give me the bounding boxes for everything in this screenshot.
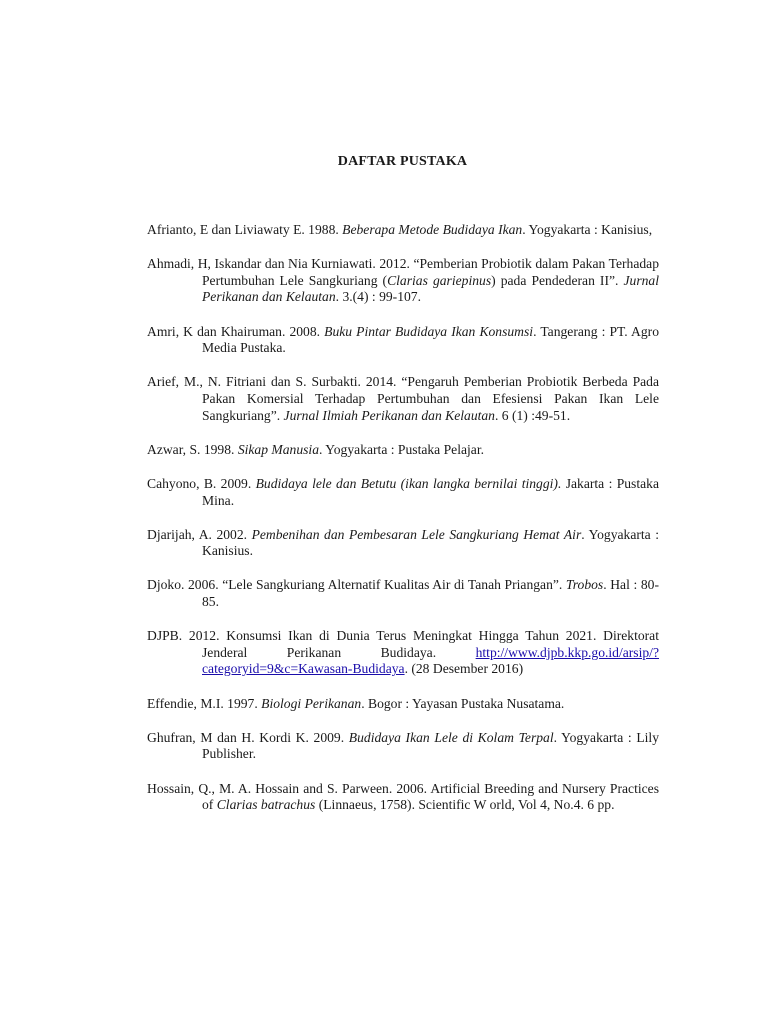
reference-entry xyxy=(147,222,659,239)
reference-entry xyxy=(147,577,659,610)
ref-title: Biologi Perikanan xyxy=(261,695,362,711)
ref-text: . (28 Desember 2016) xyxy=(404,661,524,677)
reference-entry xyxy=(147,256,659,306)
ref-text: . Yogyakarta : Pustaka Pelajar. xyxy=(319,441,485,457)
ref-text: Jakarta : Pustaka Mina. xyxy=(202,475,659,508)
ref-text: Djarijah, A. 2002. xyxy=(147,526,252,542)
ref-text: Cahyono, B. 2009. xyxy=(147,475,256,491)
reference-entry xyxy=(147,324,659,357)
ref-text: Ahmadi, H, Iskandar dan Nia Kurniawati. 2012. “Pemberian Probiotik dalam Pakan Terhadap Pertumbuhan Lele Sangkuriang ( xyxy=(147,256,659,288)
reference-entry xyxy=(147,476,659,509)
ref-title: Pembenihan dan Pembesaran Lele Sangkuriang Hemat Air xyxy=(251,526,582,542)
ref-text: Afrianto, E dan Liviawaty E. 1988. xyxy=(147,222,343,237)
reference-list xyxy=(147,222,659,831)
reference-entry xyxy=(147,527,659,560)
ref-text: Arief, M., N. Fitriani dan S. Surbakti. 2014. “Pengaruh Pemberian Probiotik Berbeda Pada Pakan Komersial Terhadap Pertumbuhan dan Efesiensi Pakan Ikan Lele Sangkuriang”. xyxy=(147,374,659,423)
ref-text: . Tangerang : PT. Agro Media Pustaka. xyxy=(202,323,659,356)
ref-title: Sikap Manusia xyxy=(237,441,320,457)
ref-text: Effendie, M.I. 1997. xyxy=(147,695,262,711)
ref-species: Clarias gariepinus xyxy=(387,272,492,288)
reference-entry xyxy=(147,374,659,424)
reference-entry xyxy=(147,442,659,459)
page-title: DAFTAR PUSTAKA xyxy=(337,154,468,169)
ref-journal: Jurnal Perikanan dan Kelautan xyxy=(202,272,659,305)
ref-journal: Jurnal Ilmiah Perikanan dan Kelautan xyxy=(283,407,495,423)
ref-text: Djoko. 2006. “Lele Sangkuriang Alternatif Kualitas Air di Tanah Priangan”. xyxy=(147,577,566,593)
ref-text: Azwar, S. 1998. xyxy=(147,441,238,457)
ref-text: DJPB. 2012. Konsumsi Ikan di Dunia Terus Meningkat Hingga Tahun 2021. Direktorat Jenderal Perikanan Budidaya. xyxy=(147,628,659,660)
reference-entry xyxy=(147,730,659,763)
ref-text: Amri, K dan Khairuman. 2008. xyxy=(147,323,325,339)
ref-text: Ghufran, M dan H. Kordi K. 2009. xyxy=(147,729,349,745)
ref-title: Budidaya Ikan Lele di Kolam Terpal xyxy=(348,729,554,745)
ref-species: Clarias batrachus xyxy=(216,797,316,813)
reference-entry xyxy=(147,628,659,678)
ref-text: Hossain, Q., M. A. Hossain and S. Parween. 2006. Artificial Breeding and Nursery Practices of xyxy=(147,780,659,813)
reference-entry xyxy=(147,781,659,814)
ref-text: . Yogyakarta : Lily Publisher. xyxy=(202,729,659,762)
reference-entry xyxy=(147,696,659,713)
ref-title: Beberapa Metode Budidaya Ikan xyxy=(342,222,523,237)
ref-text: . Yogyakarta : Kanisius, xyxy=(522,222,653,237)
ref-text: ) pada Pendederan II”. xyxy=(491,272,624,288)
ref-journal: Trobos xyxy=(565,577,604,593)
ref-text: . Bogor : Yayasan Pustaka Nusatama. xyxy=(361,695,565,711)
ref-text: (Linnaeus, 1758). Scientific W orld, Vol 4, No.4. 6 pp. xyxy=(315,797,615,813)
ref-title: Buku Pintar Budidaya Ikan Konsumsi xyxy=(324,323,534,339)
ref-text: . Yogyakarta : Kanisius. xyxy=(202,526,660,559)
ref-url-link[interactable]: http://www.djpb.kkp.go.id/arsip/?categoryid=9&c=Kawasan-Budidaya xyxy=(202,644,659,677)
ref-text: . 6 (1) :49-51. xyxy=(494,407,571,423)
ref-title: Budidaya lele dan Betutu (ikan langka bernilai tinggi). xyxy=(255,475,562,491)
ref-text: . Hal : 80-85. xyxy=(202,577,659,610)
ref-text: . 3.(4) : 99-107. xyxy=(335,289,421,305)
